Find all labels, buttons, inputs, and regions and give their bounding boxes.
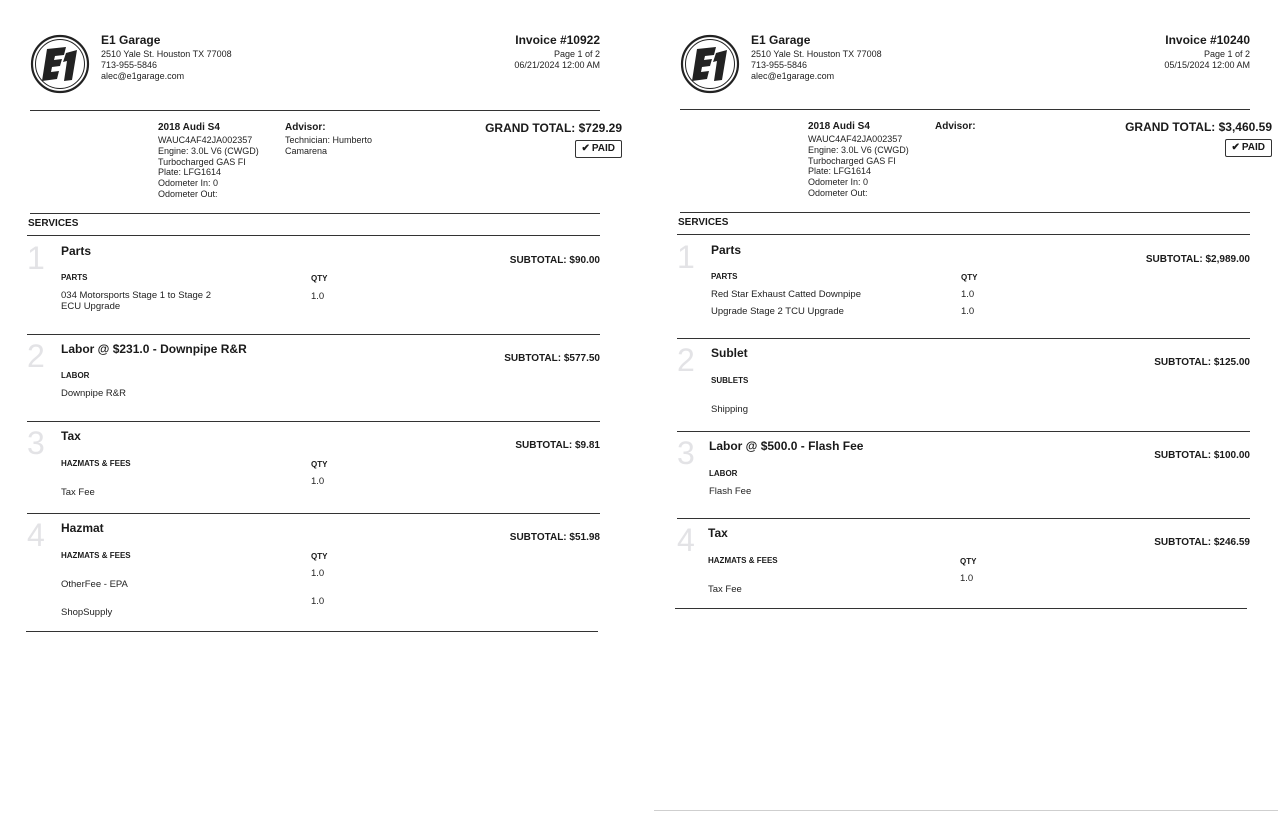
odometer-in: Odometer In: 0 (158, 178, 219, 189)
shop-email: alec@e1garage.com (101, 71, 185, 81)
service-number: 3 (677, 435, 695, 471)
divider (30, 110, 600, 111)
shop-name: E1 Garage (751, 33, 811, 47)
grand-total-block (1125, 120, 1272, 157)
line-item-qty: 1.0 (311, 596, 325, 607)
divider (680, 109, 1250, 110)
service-number: 1 (677, 239, 695, 275)
service-number: 1 (27, 240, 45, 276)
technician-line-2: Camarena (285, 145, 328, 156)
line-item-name: Red Star Exhaust Catted Downpipe (711, 289, 861, 300)
divider (675, 608, 1247, 609)
invoice-meta (514, 33, 600, 71)
shop-name: E1 Garage (101, 33, 161, 47)
service-section (677, 520, 1250, 606)
service-title: Hazmat (61, 521, 104, 535)
vehicle-plate: Plate: LFG1614 (158, 167, 222, 178)
vehicle-engine: Engine: 3.0L V6 (CWGD) (158, 145, 259, 156)
divider (27, 334, 600, 335)
line-item-name: Flash Fee (709, 486, 752, 497)
service-section (27, 238, 600, 333)
vehicle-info (808, 121, 909, 199)
invoice-datetime: 06/21/2024 12:00 AM (514, 60, 600, 70)
column-header-parts: PARTS (711, 272, 738, 281)
checkmark-icon: ✔ (581, 143, 590, 154)
invoice-page-left (22, 0, 622, 818)
shop-phone: 713-955-5846 (101, 60, 158, 70)
service-section (677, 433, 1250, 517)
service-subtotal: SUBTOTAL: $2,989.00 (1145, 254, 1250, 265)
service-section (677, 340, 1250, 430)
column-header-qty: QTY (311, 552, 328, 561)
paid-badge (1225, 139, 1272, 157)
service-number: 2 (27, 338, 45, 374)
column-header-hazmats-fees: HAZMATS & FEES (61, 551, 131, 560)
invoice-page-right (672, 0, 1272, 818)
column-header-labor: LABOR (61, 371, 90, 380)
service-subtotal: SUBTOTAL: $51.98 (509, 532, 600, 543)
service-number: 4 (677, 522, 695, 558)
divider (27, 235, 600, 236)
odometer-out: Odometer Out: (808, 187, 868, 198)
divider (27, 421, 600, 422)
service-section (27, 336, 600, 420)
line-item-qty: 1.0 (960, 573, 974, 584)
service-subtotal: SUBTOTAL: $125.00 (1154, 357, 1250, 368)
vehicle-vin: WAUC4AF42JA002357 (158, 135, 253, 145)
advisor-label: Advisor: (285, 122, 326, 133)
services-heading: SERVICES (678, 217, 729, 228)
invoice-number: Invoice #10240 (1165, 33, 1250, 47)
divider (677, 431, 1250, 432)
invoice-header (22, 30, 600, 96)
invoice-meta (1164, 33, 1250, 71)
shop-address: 2510 Yale St. Houston TX 77008 (101, 49, 232, 59)
column-header-hazmats-fees: HAZMATS & FEES (61, 459, 131, 468)
column-header-qty: QTY (311, 274, 328, 283)
invoice-number: Invoice #10922 (515, 33, 600, 47)
service-number: 4 (27, 517, 45, 553)
column-header-hazmats-fees: HAZMATS & FEES (708, 556, 778, 565)
column-header-qty: QTY (961, 273, 978, 282)
invoice-header (672, 30, 1250, 96)
line-item-qty: 1.0 (311, 291, 325, 302)
service-section (677, 237, 1250, 337)
invoice-datetime: 05/15/2024 12:00 AM (1164, 60, 1250, 70)
odometer-out: Odometer Out: (158, 188, 218, 199)
divider (30, 213, 600, 214)
service-title: Parts (61, 244, 92, 258)
vehicle-info (158, 122, 259, 200)
line-item-name: OtherFee - EPA (61, 579, 128, 590)
column-header-labor: LABOR (709, 469, 738, 478)
line-item-name: Tax Fee (708, 584, 742, 595)
paid-label: PAID (591, 143, 615, 154)
service-title: Labor @ $231.0 - Downpipe R&R (61, 342, 247, 356)
divider (677, 518, 1250, 519)
service-number: 3 (27, 425, 45, 461)
page-edge-line (654, 810, 1278, 811)
vehicle-engine: Engine: 3.0L V6 (CWGD) (808, 144, 909, 155)
grand-total-block (485, 121, 622, 158)
odometer-in: Odometer In: 0 (808, 177, 869, 188)
service-title: Tax (61, 429, 81, 443)
line-item-name: Upgrade Stage 2 TCU Upgrade (711, 306, 844, 317)
divider (680, 212, 1250, 213)
paid-label: PAID (1241, 142, 1265, 153)
shop-info (101, 33, 232, 82)
column-header-qty: QTY (960, 557, 977, 566)
services-heading: SERVICES (28, 218, 79, 229)
column-header-parts: PARTS (61, 273, 88, 282)
vehicle-plate: Plate: LFG1614 (808, 166, 872, 177)
line-item-name-cont: ECU Upgrade (61, 301, 121, 312)
page-indicator: Page 1 of 2 (553, 49, 600, 59)
column-header-sublets: SUBLETS (711, 376, 749, 385)
advisor-label: Advisor: (935, 121, 976, 132)
advisor-info (935, 121, 976, 134)
service-title: Tax (708, 526, 728, 540)
service-section (27, 515, 600, 630)
vehicle-fuel: Turbocharged GAS FI (808, 155, 896, 166)
grand-total: GRAND TOTAL: $729.29 (485, 121, 622, 135)
service-subtotal: SUBTOTAL: $246.59 (1154, 537, 1250, 548)
line-item-qty: 1.0 (961, 306, 975, 317)
page-indicator: Page 1 of 2 (1203, 49, 1250, 59)
line-item-name: Tax Fee (61, 487, 95, 498)
service-title: Parts (711, 243, 742, 257)
service-title: Labor @ $500.0 - Flash Fee (709, 439, 864, 453)
paid-badge (575, 140, 622, 158)
e1-garage-logo-icon (680, 34, 740, 94)
line-item-qty: 1.0 (311, 568, 325, 579)
service-subtotal: SUBTOTAL: $577.50 (504, 353, 600, 364)
vehicle-fuel: Turbocharged GAS FI (158, 156, 246, 167)
checkmark-icon: ✔ (1231, 142, 1240, 153)
technician-line-1: Technician: Humberto (285, 135, 373, 145)
vehicle-title: 2018 Audi S4 (808, 121, 870, 132)
advisor-info (285, 122, 372, 157)
service-subtotal: SUBTOTAL: $9.81 (515, 440, 600, 451)
divider (677, 234, 1250, 235)
line-item-qty: 1.0 (961, 289, 975, 300)
line-item-qty: 1.0 (311, 476, 325, 487)
shop-info (751, 33, 882, 82)
shop-email: alec@e1garage.com (751, 71, 835, 81)
grand-total: GRAND TOTAL: $3,460.59 (1125, 120, 1272, 134)
shop-address: 2510 Yale St. Houston TX 77008 (751, 49, 882, 59)
vehicle-vin: WAUC4AF42JA002357 (808, 134, 903, 144)
service-number: 2 (677, 342, 695, 378)
line-item-name: ShopSupply (61, 607, 113, 618)
service-subtotal: SUBTOTAL: $100.00 (1154, 450, 1250, 461)
service-subtotal: SUBTOTAL: $90.00 (509, 255, 600, 266)
service-title: Sublet (711, 346, 748, 360)
column-header-qty: QTY (311, 460, 328, 469)
service-section (27, 423, 600, 513)
divider (27, 513, 600, 514)
line-item-name: 034 Motorsports Stage 1 to Stage 2 (61, 290, 211, 301)
e1-garage-logo-icon (30, 34, 90, 94)
shop-phone: 713-955-5846 (751, 60, 808, 70)
divider (677, 338, 1250, 339)
vehicle-title: 2018 Audi S4 (158, 122, 220, 133)
line-item-name: Downpipe R&R (61, 388, 126, 399)
line-item-name: Shipping (711, 404, 748, 415)
divider (26, 631, 598, 632)
